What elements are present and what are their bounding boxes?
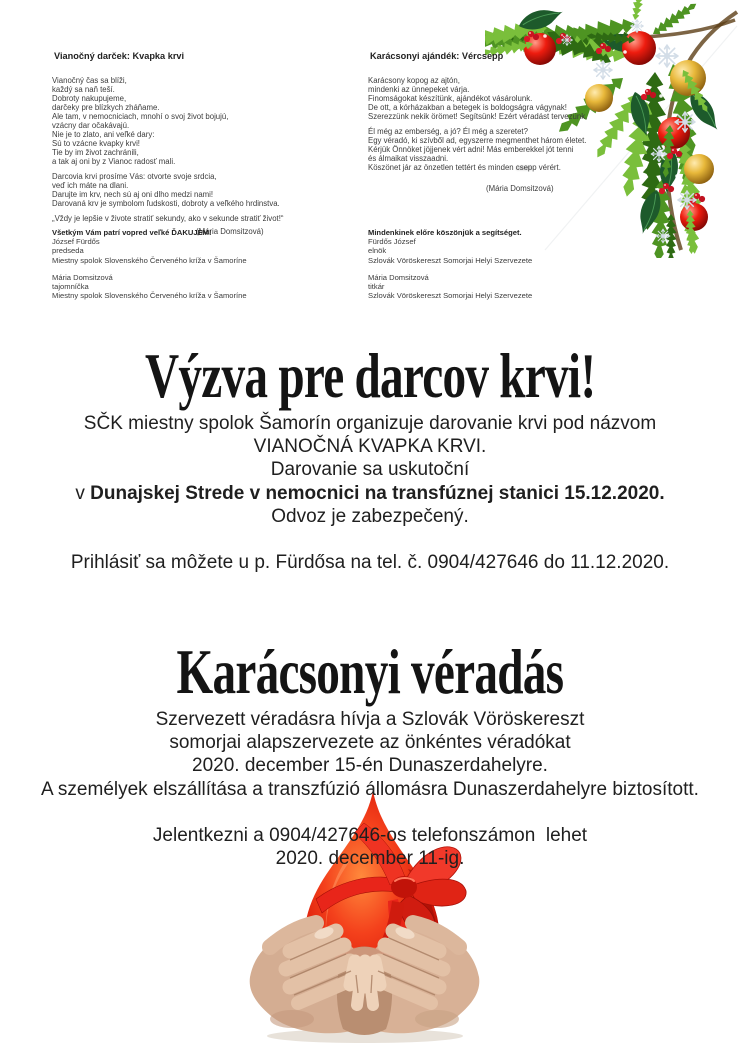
poem-author: (Mária Domsitzová) [196,227,264,236]
poem-line: Darujte im krv, nech sú aj oni dlho medzi nami! [52,190,214,199]
signatory-role: predseda [52,246,84,256]
poem-line: és álmaikat visszaadni. [368,154,449,163]
poem-title-hu: Karácsonyi ajándék: Vércsepp [370,51,504,61]
poem-line: a tak aj oni by z Vianoc radosť mali. [52,157,176,166]
signatory-org: Szlovák Vöröskereszt Somorjai Helyi Szervezete [368,291,533,301]
poem-line: Sú to vzácne kvapky krvi! [52,139,140,148]
poem-line: Szerezzünk nekik örömet! Segítsünk! Ezért véradást tervezünk. [368,112,588,121]
poem-line: Él még az emberség, a jó? Él még a szeretet? [368,127,528,136]
announcement-hu [0,637,740,870]
announcement-line: v Dunajskej Strede v nemocnici na transfúznej stanici 15.12.2020. [75,482,665,504]
poem-line: Egy véradó, ki szívből ad, egyszerre megmenthet három életet. [368,136,587,145]
slovak-poem-column [52,52,367,236]
headline-hu: Karácsonyi véradás [176,637,564,707]
announcement-line: somorjai alapszervezete az önkéntes véradókat [169,732,571,754]
headline-sk: Výzva pre darcov krvi! [144,341,596,411]
signatory-name: Mária Domsitzová [52,272,113,282]
signatory-role: elnök [368,246,387,256]
poem-line: darčeky pre blízkych zháňame. [52,103,160,112]
poem-author: (Mária Domsitzová) [486,184,554,193]
poem-line: De ott, a kórházakban a betegek is boldogságra vágynak! [368,103,567,112]
poem-line: Dobroty nakupujeme, [52,94,127,103]
thanks-line: Mindenkinek előre köszönjük a segítséget. [368,228,522,237]
announcement-line: Odvoz je zabezpečený. [271,505,469,527]
announcement-sk [0,341,740,574]
signatory-role: titkár [368,282,385,292]
announcement-line: A személyek elszállítása a transzfúzió állomásra Dunaszerdahelyre biztosított. [41,778,699,800]
signatory-role: tajomníčka [52,282,89,292]
poem-line: Finomságokat készítünk, ajándékot vásárolunk. [368,94,533,103]
poem-line: Darcovia krvi prosíme Vás: otvorte svoje srdcia, [52,172,217,181]
poem-line: Nie je to zlato, ani veľké dary: [52,130,155,139]
signatory-org: Szlovák Vöröskereszt Somorjai Helyi Szervezete [368,255,533,265]
signatory-name: Mária Domsitzová [368,272,429,282]
announcement-line: 2020. december 11-ig. [275,848,465,870]
signatory-org: Miestny spolok Slovenského Červeného kríža v Šamoríne [52,255,247,265]
announcement-line: SČK miestny spolok Šamorín organizuje darovanie krvi pod názvom [83,413,657,434]
poem-line: Ale tam, v nemocniciach, mnohí o svoj život bojujú, [52,112,229,121]
announcement-line: VIANOČNÁ KVAPKA KRVI. [253,436,487,458]
poem-line: Vianočný čas sa blíži, [52,76,127,85]
poem-line: vzácny dar očakávajú. [52,121,130,130]
announcement-line: 2020. december 15-én Dunaszerdahelyre. [192,755,548,777]
thanks-line: Všetkým Vám patrí vopred veľké ĎAKUJEM! [52,228,212,237]
signature-block-hu [368,228,532,300]
poem-line: veď ich máte na dlani. [52,181,129,190]
signature-block-sk [52,228,247,300]
poem-line: Köszönet jár az önzetlen tettért és minden csepp vérért. [368,163,561,172]
poem-line: Darovaná krv je symbolom ľudskosti, dobroty a veľkého hrdinstva. [52,199,280,208]
hungarian-poem-column [368,52,683,193]
announcement-line: Jelentkezni a 0904/427646-os telefonszámon lehet [152,824,588,846]
poem-title-sk: Vianočný darček: Kvapka krvi [54,51,185,61]
announcement-line: Darovanie sa uskutoční [270,459,470,481]
poem-line: Karácsony kopog az ajtón, [368,76,460,85]
poem-line: každý sa naň teší. [52,85,115,94]
poem-quote: „Vždy je lepšie v živote stratiť sekundy, ako v sekunde stratiť život!“ [52,214,284,223]
announcement-line: Prihlásiť sa môžete u p. Fürdősa na tel. č. 0904/427646 do 11.12.2020. [70,552,670,574]
signatory-name: József Fürdős [52,237,100,247]
poem-line: Tie by im život zachránili, [52,148,139,157]
signatory-name: Fürdős József [368,237,416,247]
poem-line: Kérjük Önnöket jöjjenek vért adni! Más emberekkel jót tenni [368,145,574,154]
announcement-line: Szervezett véradásra hívja a Szlovák Vöröskereszt [155,709,585,730]
signatory-org: Miestny spolok Slovenského Červeného kríža v Šamoríne [52,291,247,301]
poem-line: mindenki az ünnepeket várja. [368,85,470,94]
